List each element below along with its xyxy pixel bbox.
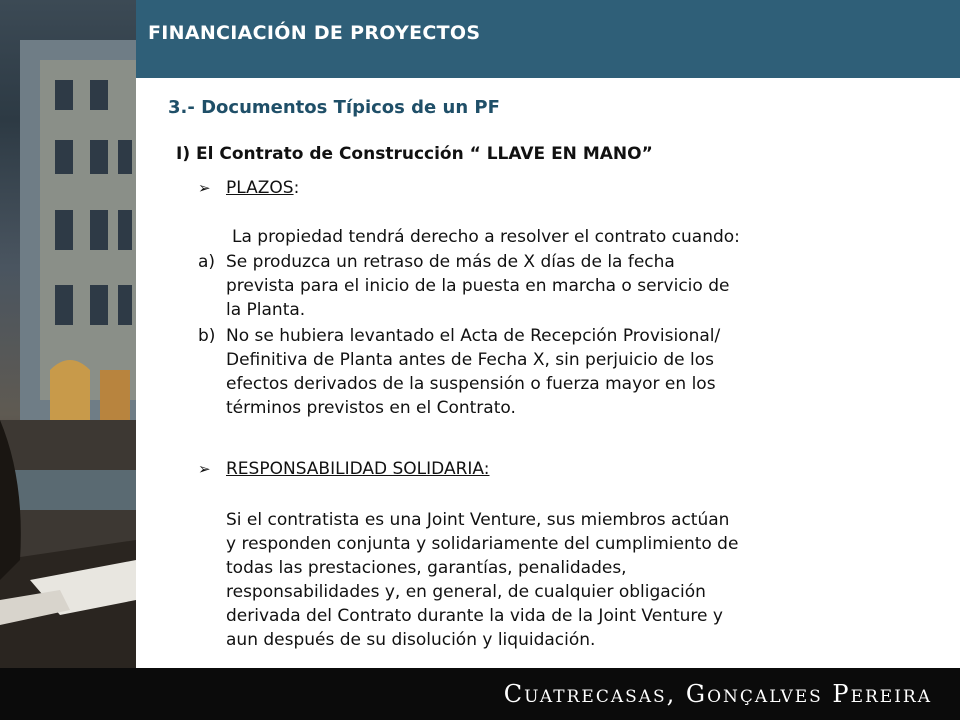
plazos-heading [226,176,299,200]
building-photo-illustration [0,0,136,668]
responsabilidad-heading: RESPONSABILIDAD SOLIDARIA: [226,459,490,479]
footer-brand-logo: Cuatrecasas, Gonçalves Pereira [503,680,932,708]
plazos-heading-colon: : [293,178,300,198]
footer-bar [0,668,960,720]
arrow-bullet-icon: ➢ [198,460,211,478]
item-b-line-1: No se hubiera levantado el Acta de Recepción Provisional/ [226,326,721,346]
item-b-line-3: efectos derivados de la suspensión o fuerza mayor en los [226,374,716,394]
section-title: 3.- Documentos Típicos de un PF [168,97,500,118]
header-title: FINANCIACIÓN DE PROYECTOS [148,22,481,44]
plazos-heading-label: PLAZOS [226,178,294,198]
plazos-intro: La propiedad tendrá derecho a resolver el contrato cuando: [232,227,740,247]
building-photo [0,0,136,668]
responsabilidad-line-4: responsabilidades y, en general, de cualquier obligación [226,582,706,602]
item-a-line-3: la Planta. [226,300,306,320]
responsabilidad-line-3: todas las prestaciones, garantías, penalidades, [226,558,627,578]
arrow-bullet-icon: ➢ [198,179,211,197]
header-bar [136,0,960,78]
item-a-line-2: prevista para el inicio de la puesta en marcha o servicio de [226,276,730,296]
slide-subtitle: I) El Contrato de Construcción “ LLAVE EN MANO” [176,144,653,164]
slide-content [136,78,960,668]
item-b-line-2: Definitiva de Planta antes de Fecha X, sin perjuicio de los [226,350,714,370]
item-a-line-1: Se produzca un retraso de más de X días de la fecha [226,252,675,272]
responsabilidad-line-1: Si el contratista es una Joint Venture, sus miembros actúan [226,510,730,530]
responsabilidad-line-2: y responden conjunta y solidariamente del cumplimiento de [226,534,739,554]
responsabilidad-line-6: aun después de su disolución y liquidación. [226,630,596,650]
item-b-line-4: términos previstos en el Contrato. [226,398,516,418]
list-marker-a: a) [198,252,216,272]
list-marker-b: b) [198,326,216,346]
responsabilidad-line-5: derivada del Contrato durante la vida de la Joint Venture y [226,606,723,626]
